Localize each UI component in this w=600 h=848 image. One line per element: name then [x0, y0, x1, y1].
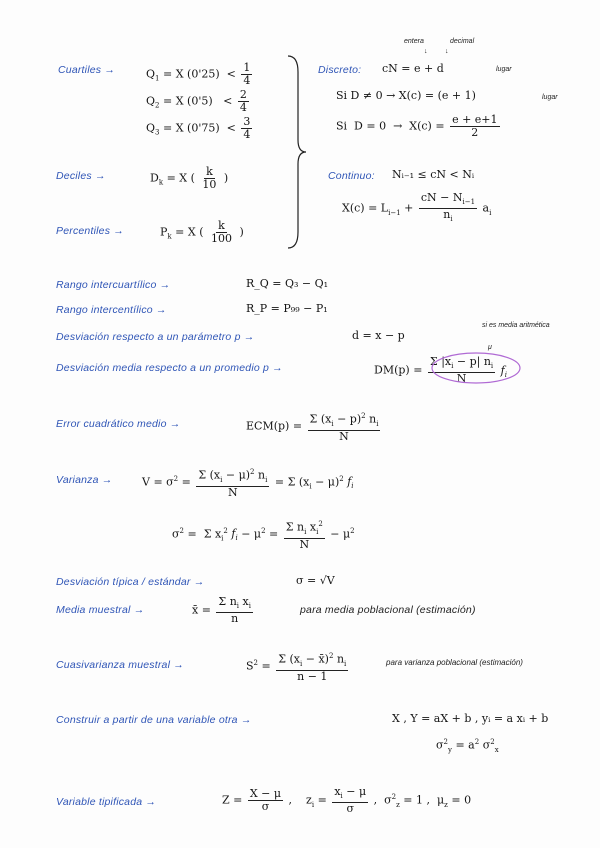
deciles-formula: $D_k = X$ ( $\frac{k}{10}$ )	[150, 165, 229, 191]
desv-param-label: Desviación respecto a un parámetro p →	[56, 331, 255, 343]
discreto-formula: cN = e + d	[382, 62, 444, 75]
varianza-label: Varianza →	[56, 474, 113, 486]
discreto-case2: Si D = 0 → X(c) = $\frac{e + e+1}{2}$	[336, 113, 498, 139]
highlight-ellipse-icon	[430, 350, 522, 386]
cuasivarianza-note: para varianza poblacional (estimación)	[386, 658, 523, 667]
construir-formula-2: $\sigma^2_y = a^2$ $\sigma^2_x$	[436, 738, 499, 754]
deciles-label: Deciles →	[56, 170, 106, 182]
rango-ic-formula: R_P = P₉₉ − P₁	[246, 302, 328, 315]
desv-tipica-formula: σ = √V	[296, 574, 335, 587]
annot-lugar-1: lugar	[496, 66, 512, 73]
annot-lugar-2: lugar	[542, 94, 558, 101]
annot-media-aritmetica: si es media aritmética	[482, 322, 550, 329]
q3-formula: $Q_3 = X$ (0'75) < $\frac{3}{4}$	[146, 115, 251, 141]
rango-ic-label: Rango intercentílico →	[56, 304, 167, 316]
media-muestral-formula: x̄ = $\frac{\Sigma n_i x_i}{n}$	[192, 595, 251, 626]
tipificada-label: Variable tipificada →	[56, 796, 157, 808]
media-muestral-label: Media muestral →	[56, 604, 145, 616]
percentiles-formula: $P_k = X$ ( $\frac{k}{100}$ )	[160, 219, 244, 245]
annot-decimal: decimal	[450, 38, 475, 45]
varianza-formula: $V = \sigma^2$ = $\frac{\Sigma (x_i - \mu)^2 n_i}{N}$ = Σ $(x_i - \mu)^2$ $f_i$	[142, 468, 354, 499]
rango-iq-formula: R_Q = Q₃ − Q₁	[246, 277, 329, 290]
q2-formula: $Q_2 = X$ (0'5) < $\frac{2}{4}$	[146, 88, 247, 114]
desv-media-label: Desviación media respecto a un promedio p →	[56, 362, 283, 374]
cuasivarianza-formula: $S^2$ = $\frac{\Sigma (x_i - x̄)^2 n_i}{n - 1}$	[246, 652, 347, 683]
ecm-formula: ECM(p) = $\frac{\Sigma (x_i - p)^2 n_i}{N}$	[246, 412, 379, 443]
mu-annot: μ	[488, 344, 492, 351]
discreto-label: Discreto:	[318, 64, 362, 76]
arrow-down-icon: ↓ ↓	[424, 48, 449, 55]
desv-param-formula: d = x − p	[352, 329, 405, 342]
discreto-case1: Si D ≠ 0 → X(c) = (e + 1)	[336, 89, 476, 102]
desv-tipica-label: Desviación típica / estándar →	[56, 576, 205, 588]
continuo-formula: $X(c) = L_{i-1}$ + $\frac{cN - N_{i-1}}{n_i}$ $a_i$	[342, 191, 492, 224]
varianza-formula-2: $\sigma^2 = \Sigma$ $x_i^2$ $f_i - \mu^2$ = $\frac{\Sigma n_i x_i^2}{N}$ − $\mu^2$	[172, 520, 355, 551]
construir-label: Construir a partir de una variable otra →	[56, 714, 252, 726]
brace-icon	[284, 52, 308, 252]
cuasivarianza-label: Cuasivarianza muestral →	[56, 659, 184, 671]
construir-formula: X , Y = aX + b , yᵢ = a xᵢ + b	[392, 712, 549, 725]
ecm-label: Error cuadrático medio →	[56, 418, 181, 430]
continuo-label: Continuo:	[328, 170, 375, 182]
cuartiles-label: Cuartiles →	[58, 64, 116, 76]
rango-iq-label: Rango intercuartílico →	[56, 279, 171, 291]
tipificada-formula: Z = $\frac{X - \mu}{\sigma}$ , $z_i$ = $\frac{x_i - \mu}{\sigma}$ , $\sigma^2_z = 1$ , $\mu_z = 0$	[222, 785, 472, 816]
desv-media-formula: DM(p) = $\frac{\Sigma |x_i - p| n_i}{N}$ $f_i$	[374, 355, 507, 386]
q1-formula: $Q_1 = X$ (0'25) < $\frac{1}{4}$	[146, 61, 251, 87]
percentiles-label: Percentiles →	[56, 225, 124, 237]
annot-entera: entera	[404, 38, 424, 45]
continuo-cond: Nᵢ₋₁ ≤ cN < Nᵢ	[392, 168, 475, 181]
media-muestral-note: para media poblacional (estimación)	[300, 604, 476, 616]
